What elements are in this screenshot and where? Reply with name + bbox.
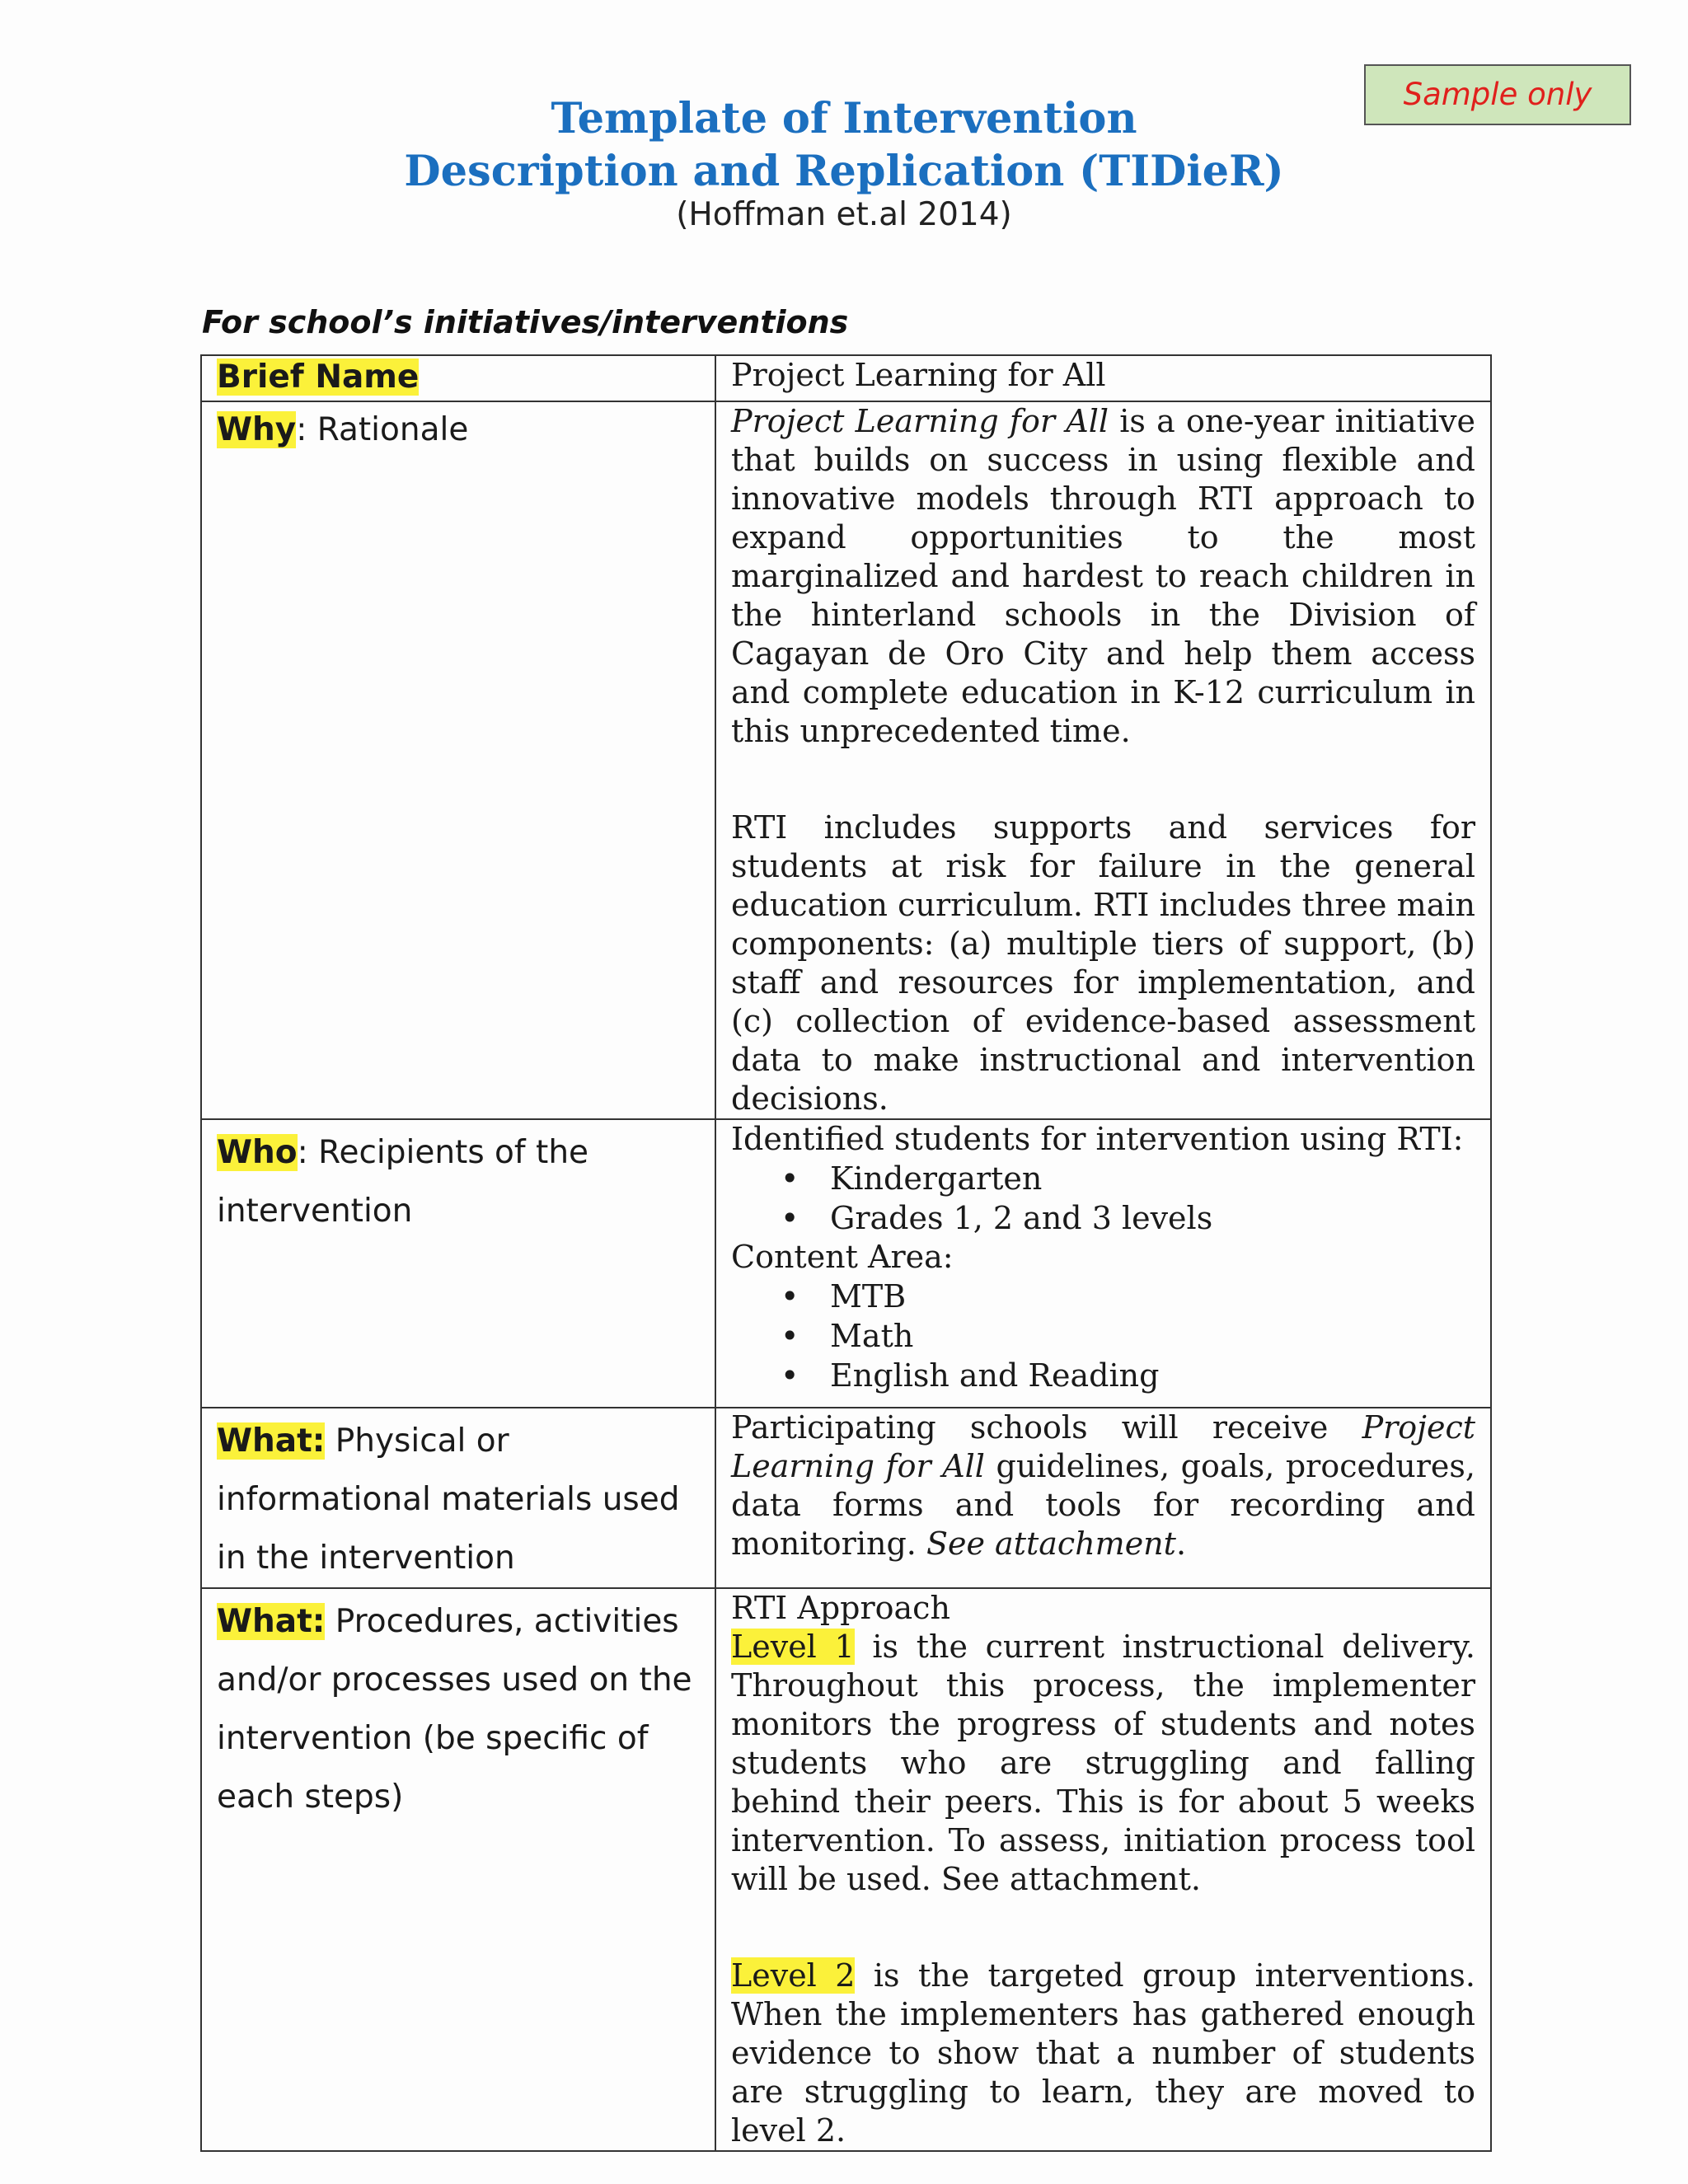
materials-value-cell bbox=[715, 1408, 1491, 1588]
list-item: • English and Reading bbox=[830, 1356, 1475, 1395]
list-item: • Math bbox=[830, 1316, 1475, 1356]
materials-text-c: . bbox=[1175, 1526, 1187, 1562]
materials-text bbox=[731, 1408, 1475, 1563]
tidier-table bbox=[200, 354, 1492, 2152]
materials-label-cell bbox=[201, 1408, 715, 1588]
who-label: : Recipients of the intervention bbox=[217, 1134, 589, 1230]
procedures-label: Procedures, activities and/or processes used on the intervention (be specific of each steps) bbox=[217, 1603, 692, 1816]
brief-name-key: Brief Name bbox=[217, 359, 420, 396]
list-item: • MTB bbox=[830, 1277, 1475, 1316]
materials-text-a: Participating schools will receive bbox=[731, 1409, 1362, 1446]
procedures-label-cell bbox=[201, 1588, 715, 2151]
who-value-cell bbox=[715, 1119, 1491, 1408]
paragraph-gap bbox=[731, 1899, 1475, 1957]
level-1-paragraph bbox=[731, 1628, 1475, 1899]
materials-key: What: bbox=[217, 1422, 326, 1460]
why-paragraph-1 bbox=[731, 402, 1475, 751]
why-paragraph-2: RTI includes supports and services for students at risk for failure in the general education curriculum. RTI includes three main components: (a) multiple tiers of support, (b) staff and resources for implementation, and (c) collection of evidence-based assessment data to make instructional and intervention decisions. bbox=[731, 809, 1475, 1117]
rti-approach-heading: RTI Approach bbox=[731, 1590, 950, 1626]
procedures-value-cell bbox=[715, 1588, 1491, 2151]
why-value-cell bbox=[715, 401, 1491, 1119]
level-1-tag: Level 1 bbox=[731, 1629, 855, 1665]
content-area-label: Content Area: bbox=[731, 1239, 954, 1275]
materials-see-attachment: See attachment bbox=[926, 1526, 1176, 1562]
materials-project-name: Project Learning for All bbox=[731, 1409, 1475, 1484]
content-area-list bbox=[731, 1277, 1475, 1395]
materials-label: Physical or informational materials used in the intervention bbox=[217, 1422, 680, 1577]
citation: (Hoffman et.al 2014) bbox=[676, 196, 1012, 233]
level-2-paragraph bbox=[731, 1957, 1475, 2150]
level-2-tag: Level 2 bbox=[731, 1957, 856, 1994]
level-1-text: is the current instructional delivery. Throughout this process, the implementer monitors the progress of students and notes students who are struggling and falling behind their peers. This is for about 5 weeks intervention. To assess, initiation process tool will be used. See attachment. bbox=[731, 1629, 1475, 1897]
why-project-name: Project Learning for All bbox=[731, 403, 1109, 439]
why-para1-text: is a one-year initiative that builds on success in using flexible and innovative models through RTI approach to expand opportunities to the most marginalized and hardest to reach children in the hinterland schools in the Division of Cagayan de Oro City and help them access and complete education in K-12 curriculum in this unprecedented time. bbox=[731, 403, 1475, 749]
why-label-cell bbox=[201, 401, 715, 1119]
page-title-line2: Description and Replication (TIDieR) bbox=[404, 147, 1284, 196]
procedures-key: What: bbox=[217, 1603, 326, 1640]
table-row-procedures bbox=[201, 1588, 1491, 2151]
page-title-line1: Template of Intervention bbox=[551, 94, 1137, 143]
level-2-text: is the targeted group interventions. When the implementers has gathered enough evidence to show that a number of students are struggling to learn, they are moved to level 2. bbox=[731, 1957, 1475, 2149]
who-key: Who bbox=[217, 1134, 298, 1171]
sample-only-stamp: Sample only bbox=[1364, 64, 1631, 125]
section-subheading: For school’s initiatives/interventions bbox=[202, 304, 849, 340]
who-intro: Identified students for intervention using RTI: bbox=[731, 1121, 1464, 1157]
brief-name-label-cell bbox=[201, 355, 715, 401]
who-label-cell bbox=[201, 1119, 715, 1408]
table-row-who bbox=[201, 1119, 1491, 1408]
paragraph-gap bbox=[731, 751, 1475, 808]
materials-text-b: guidelines, goals, procedures, data forms and tools for recording and monitoring. bbox=[731, 1448, 1476, 1562]
brief-name-value-cell bbox=[715, 355, 1491, 401]
table-row-materials bbox=[201, 1408, 1491, 1588]
list-item: • Grades 1, 2 and 3 levels bbox=[830, 1198, 1475, 1238]
table-row-brief-name bbox=[201, 355, 1491, 401]
why-key: Why bbox=[217, 411, 297, 448]
list-item: • Kindergarten bbox=[830, 1159, 1475, 1198]
grade-level-list bbox=[731, 1159, 1475, 1238]
table-row-why bbox=[201, 401, 1491, 1119]
why-label: : Rationale bbox=[296, 411, 469, 448]
brief-name-value: Project Learning for All bbox=[731, 357, 1106, 393]
